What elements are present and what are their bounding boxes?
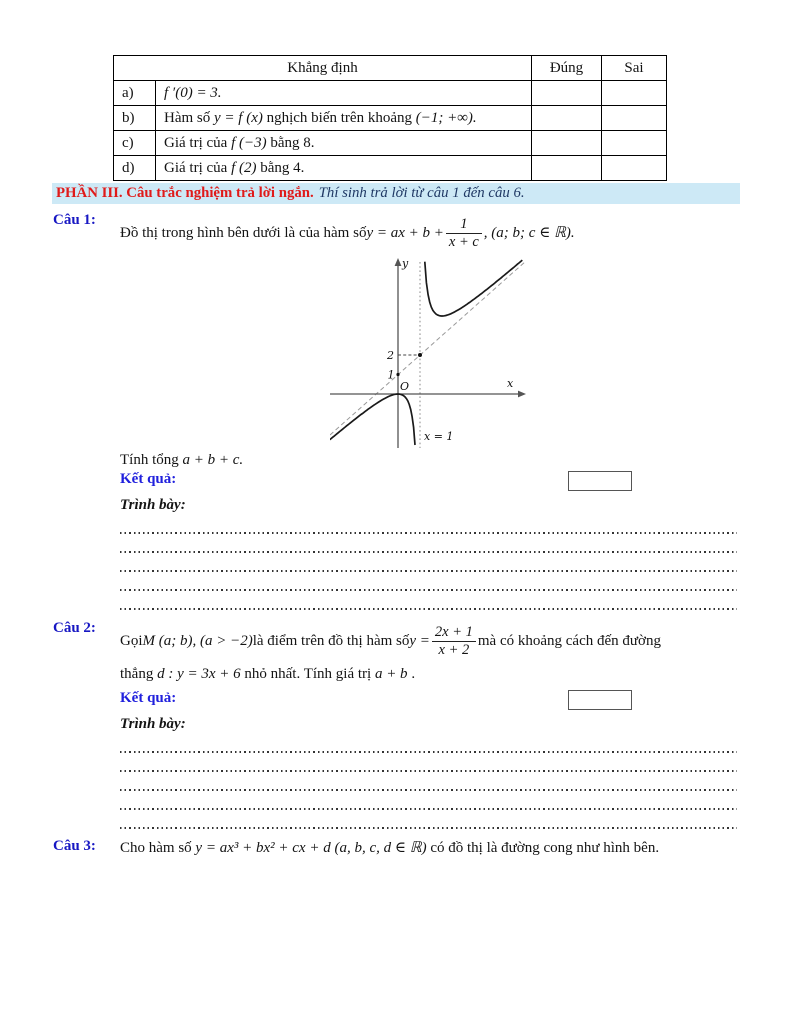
question-3-text [120, 838, 738, 858]
y-tick-1: 1 [387, 368, 395, 382]
question-text: nhỏ nhất. Tính giá trị [240, 666, 375, 682]
question-2-result-line [120, 690, 737, 712]
table-row-c [114, 131, 667, 156]
fraction [432, 624, 476, 657]
question-1 [53, 212, 792, 254]
solution-label: Trình bày: [120, 497, 186, 513]
fraction-denominator: x + c [446, 233, 482, 250]
question-text: thẳng [120, 666, 158, 682]
question-text: có đồ thị là đường cong như hình bên. [426, 840, 660, 856]
fraction-denominator: x + 2 [432, 641, 476, 658]
section-title: PHẦN III. Câu trắc nghiệm trả lời ngắn. [56, 185, 314, 201]
marked-point-1-2 [418, 353, 422, 357]
row-key-d: d) [114, 156, 156, 181]
question-1-text [120, 212, 738, 254]
dotted-answer-line [120, 794, 737, 813]
q2-answer-box[interactable] [568, 690, 632, 710]
dotted-answer-line [120, 518, 737, 537]
true-false-table [113, 55, 667, 181]
question-1-graph [330, 256, 526, 448]
oblique-asymptote-line [330, 261, 526, 435]
y-axis-label: y [402, 257, 409, 270]
vertical-asymptote-label: x = 1 [424, 430, 454, 443]
question-2-line-1 [120, 620, 738, 662]
y-axis-arrow-icon [395, 258, 402, 266]
dotted-answer-line [120, 813, 737, 832]
table-row-a [114, 81, 667, 106]
origin-label: O [400, 380, 410, 393]
math-expression: a + b [374, 666, 408, 682]
x-axis-arrow-icon [518, 391, 526, 398]
dotted-answer-line [120, 756, 737, 775]
dotted-answer-line [120, 737, 737, 756]
question-text: mà có khoảng cách đến đường [477, 632, 661, 649]
question-2-label: Câu 2: [53, 620, 96, 636]
math-expression: y = [409, 632, 430, 649]
dotted-answer-line [120, 775, 737, 794]
math-expression: a + b + c. [182, 452, 244, 468]
true-column-header: Đúng [532, 56, 602, 81]
question-2 [53, 620, 792, 688]
answer-cell-false-c[interactable] [602, 131, 667, 156]
dotted-answer-line [120, 556, 737, 575]
question-1-result-line [120, 471, 737, 493]
statement-text: bằng 4. [256, 159, 305, 176]
math-expression: f ′(0) = 3. [164, 84, 222, 101]
statement-text: nghịch biến trên khoảng [262, 109, 416, 126]
fraction [446, 216, 482, 249]
question-text: Gọi [120, 632, 143, 649]
fraction-numerator: 2x + 1 [434, 624, 473, 641]
math-expression: y = ax + b + [366, 224, 444, 241]
answer-cell-false-a[interactable] [602, 81, 667, 106]
math-expression: d : y = 3x + 6 [157, 666, 241, 682]
row-statement-c [156, 131, 532, 156]
row-statement-d [156, 156, 532, 181]
statement-text: bằng 8. [266, 134, 315, 151]
question-text: là điểm trên đồ thị hàm số [252, 632, 410, 649]
q1-answer-box[interactable] [568, 471, 632, 491]
fraction-numerator: 1 [460, 216, 468, 233]
section-header-band [52, 183, 740, 204]
result-label: Kết quả: [120, 690, 177, 706]
result-label: Kết quả: [120, 471, 177, 487]
statement-text: Hàm số [164, 109, 214, 126]
math-expression: f (−3) [231, 134, 267, 151]
math-expression: (a, b, c, d ∈ ℝ) [334, 840, 427, 856]
curve-left-branch [330, 394, 415, 445]
row-key-a: a) [114, 81, 156, 106]
answer-cell-false-d[interactable] [602, 156, 667, 181]
marked-point-0-1 [396, 373, 399, 376]
math-expression: M (a; b), (a > −2) [142, 632, 253, 649]
question-text: Tính tổng [120, 452, 183, 468]
row-statement-a [156, 81, 532, 106]
question-text: Cho hàm số [120, 840, 196, 856]
question-3 [53, 838, 792, 858]
question-text: Đồ thị trong hình bên dưới là của hàm số [120, 224, 367, 241]
question-2-line-2 [120, 664, 738, 688]
math-expression: y = f (x) [214, 109, 263, 126]
row-statement-b [156, 106, 532, 131]
answer-cell-true-c[interactable] [532, 131, 602, 156]
math-expression: (−1; +∞). [415, 109, 477, 126]
dotted-answer-line [120, 594, 737, 613]
function-graph-svg [330, 256, 526, 448]
statement-text: Giá trị của [164, 159, 232, 176]
statement-column-header: Khẳng định [114, 56, 532, 81]
false-column-header: Sai [602, 56, 667, 81]
answer-cell-true-a[interactable] [532, 81, 602, 106]
dotted-answer-line [120, 575, 737, 594]
x-axis-label: x [507, 377, 514, 390]
question-2-text [120, 620, 738, 688]
math-expression: y = ax³ + bx² + cx + d [195, 840, 331, 856]
answer-cell-true-d[interactable] [532, 156, 602, 181]
row-key-b: b) [114, 106, 156, 131]
question-1-task [120, 452, 737, 469]
question-text: . [407, 666, 416, 682]
section-subtitle: Thí sinh trả lời từ câu 1 đến câu 6. [318, 185, 525, 201]
y-tick-2: 2 [387, 349, 394, 362]
math-expression: , (a; b; c ∈ ℝ). [483, 224, 575, 241]
dotted-answer-line [120, 537, 737, 556]
answer-cell-true-b[interactable] [532, 106, 602, 131]
question-3-label: Câu 3: [53, 838, 96, 854]
row-key-c: c) [114, 131, 156, 156]
table-header-row [114, 56, 667, 81]
question-1-label: Câu 1: [53, 212, 96, 228]
statement-text: Giá trị của [164, 134, 232, 151]
math-expression: f (2) [231, 159, 257, 176]
table-row-b [114, 106, 667, 131]
solution-label: Trình bày: [120, 716, 186, 732]
table-row-d [114, 156, 667, 181]
answer-cell-false-b[interactable] [602, 106, 667, 131]
